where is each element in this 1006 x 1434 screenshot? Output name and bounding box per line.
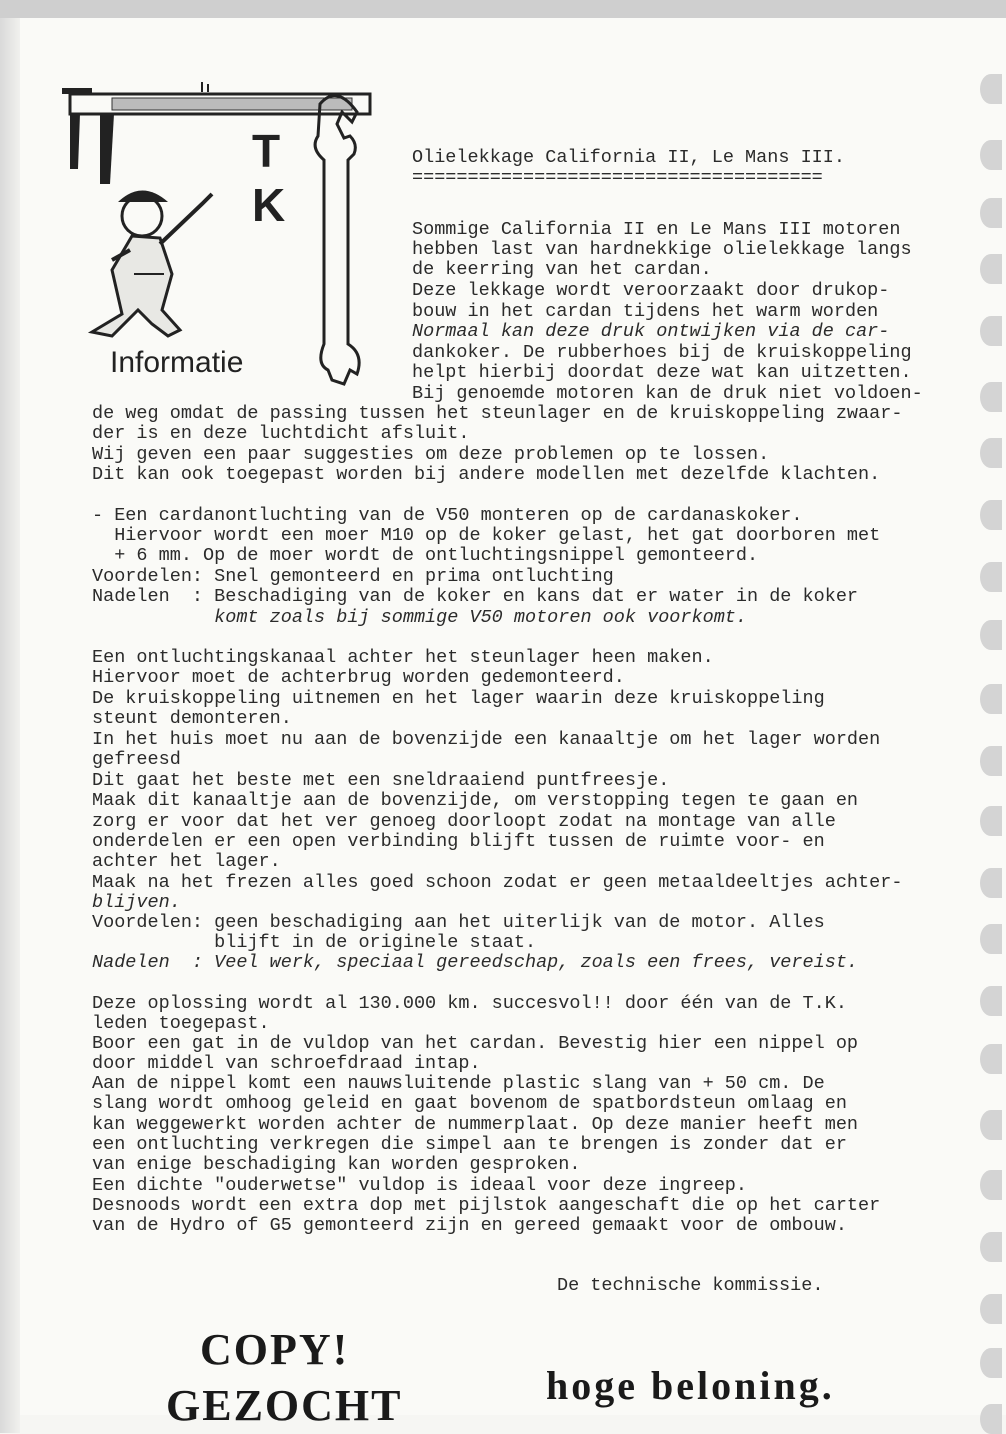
text-line: Maak na het frezen alles goed schoon zodat er geen metaaldeeltjes achter- — [92, 872, 903, 893]
text-line: zorg er voor dat het ver genoeg doorloopt zodat na montage van alle — [92, 811, 836, 832]
text-line: de keerring van het cardan. — [412, 259, 712, 280]
text-line: Voordelen: geen beschadiging aan het uiterlijk van de motor. Alles — [92, 912, 825, 933]
ad-reward: hoge beloning. — [546, 1363, 835, 1408]
text-line: de weg omdat de passing tussen het steunlager en de kruiskoppeling zwaar- — [92, 403, 903, 424]
text-line: Desnoods wordt een extra dop met pijlstok aangeschaft die op het carter — [92, 1195, 881, 1216]
text-line: van enige beschadiging kan worden gesproken. — [92, 1154, 581, 1175]
text-line: Een ontluchtingskanaal achter het steunlager heen maken. — [92, 647, 714, 668]
text-line: Hiervoor wordt een moer M10 op de koker gelast, het gat doorboren met — [92, 525, 881, 546]
logo-caption: Informatie — [110, 346, 244, 379]
text-line: In het huis moet nu aan de bovenzijde een kanaaltje om het lager worden — [92, 729, 881, 750]
signature: De technische kommissie. — [557, 1275, 824, 1296]
text-line: van de Hydro of G5 gemonteerd zijn en gereed gemaakt voor de ombouw. — [92, 1215, 847, 1236]
text-line: dankoker. De rubberhoes bij de kruiskoppeling — [412, 342, 912, 363]
text-line: bouw in het cardan tijdens het warm worden — [412, 301, 879, 322]
text-line: blijven. — [92, 892, 181, 913]
page-edge — [0, 18, 20, 1433]
text-line: een ontluchting verkregen die simpel aan te brengen is zonder dat er — [92, 1134, 847, 1155]
text-line: door middel van schroefdraad intap. — [92, 1053, 481, 1074]
text-line: onderdelen er een open verbinding blijft tussen de ruimte voor- en — [92, 831, 825, 852]
text-line: slang wordt omhoog geleid en gaat bovenom de spatbordsteun omlaag en — [92, 1093, 847, 1114]
title-underline: ===================================== — [412, 167, 823, 188]
text-line: Voordelen: Snel gemonteerd en prima ontluchting — [92, 566, 614, 587]
text-line: - Een cardanontluchting van de V50 monteren op de cardanaskoker. — [92, 505, 803, 526]
binder-holes — [976, 58, 1006, 1428]
text-line: Bij genoemde motoren kan de druk niet voldoen- — [412, 383, 923, 404]
text-line: Deze lekkage wordt veroorzaakt door drukop- — [412, 280, 890, 301]
text-line: Dit kan ook toegepast worden bij andere modellen met dezelfde klachten. — [92, 464, 881, 485]
text-line: Maak dit kanaaltje aan de bovenzijde, om verstopping tegen te gaan en — [92, 790, 859, 811]
text-line: Een dichte "ouderwetse" vuldop is ideaal voor deze ingreep. — [92, 1175, 748, 1196]
text-line: Wij geven een paar suggesties om deze problemen op te lossen. — [92, 444, 770, 465]
text-line: kan weggewerkt worden achter de nummerplaat. Op deze manier heeft men — [92, 1114, 859, 1135]
text-line: helpt hierbij doordat deze wat kan uitzetten. — [412, 362, 912, 383]
text-line: Hiervoor moet de achterbrug worden gedemonteerd. — [92, 667, 625, 688]
text-line: Deze oplossing wordt al 130.000 km. succesvol!! door één van de T.K. — [92, 993, 847, 1014]
text-line: leden toegepast. — [92, 1013, 270, 1034]
ad-gezocht: GEZOCHT — [166, 1381, 403, 1430]
article-title: Olielekkage California II, Le Mans III. — [412, 147, 845, 168]
text-line: Boor een gat in de vuldop van het cardan. Bevestig hier een nippel op — [92, 1033, 859, 1054]
text-line: Nadelen : Veel werk, speciaal gereedschap, zoals een frees, vereist. — [92, 952, 859, 973]
text-line: der is en deze luchtdicht afsluit. — [92, 423, 470, 444]
text-line: + 6 mm. Op de moer wordt de ontluchtingsnippel gemonteerd. — [92, 545, 759, 566]
text-line: hebben last van hardnekkige olielekkage langs — [412, 239, 912, 260]
text-line: Normaal kan deze druk ontwijken via de car- — [412, 321, 890, 342]
text-line: achter het lager. — [92, 851, 281, 872]
text-line: blijft in de originele staat. — [92, 932, 537, 953]
text-line: Aan de nippel komt een nauwsluitende plastic slang van + 50 cm. De — [92, 1073, 825, 1094]
tk-logo — [52, 74, 382, 394]
text-line: Sommige California II en Le Mans III motoren — [412, 219, 901, 240]
text-line: komt zoals bij sommige V50 motoren ook voorkomt. — [92, 607, 748, 628]
text-line: steunt demonteren. — [92, 708, 292, 729]
logo-letters: T K — [252, 125, 308, 231]
ad-copy: COPY! — [200, 1325, 350, 1374]
text-line: gefreesd — [92, 749, 181, 770]
text-line: Nadelen : Beschadiging van de koker en kans dat er water in de koker — [92, 586, 859, 607]
text-line: De kruiskoppeling uitnemen en het lager waarin deze kruiskoppeling — [92, 688, 825, 709]
text-line: Dit gaat het beste met een sneldraaiend puntfreesje. — [92, 770, 670, 791]
